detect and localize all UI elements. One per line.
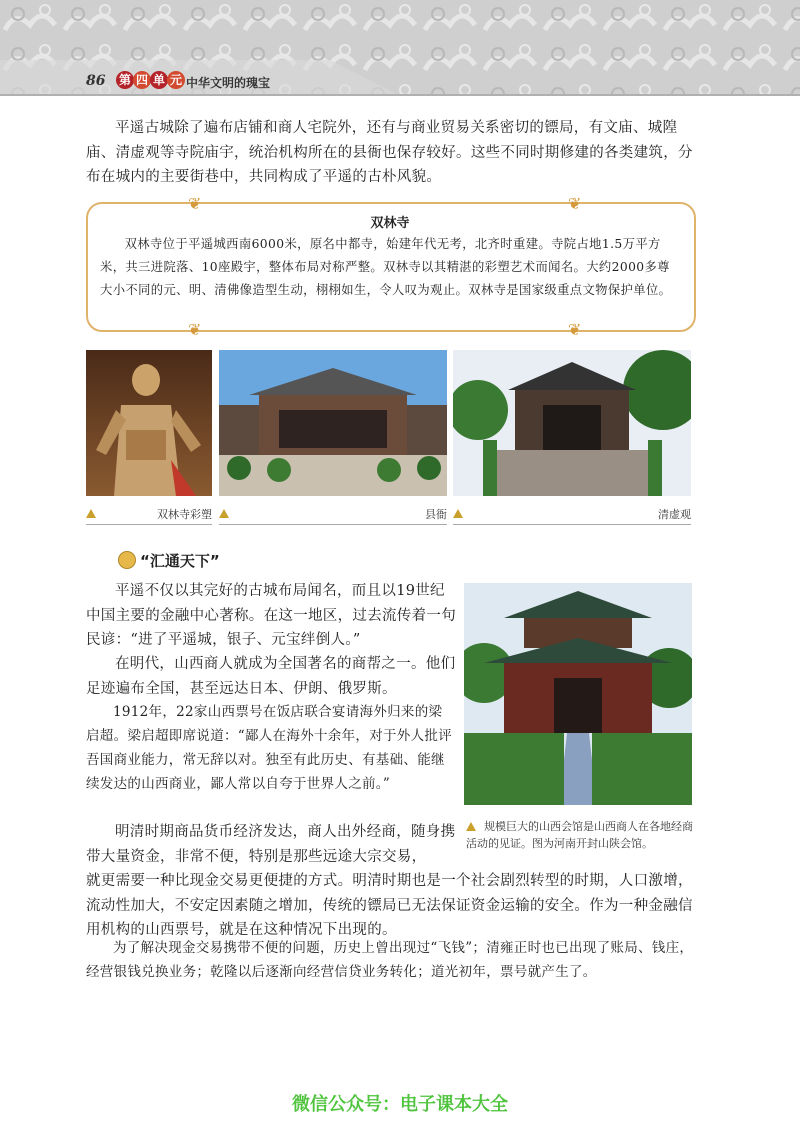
photo-shanxi-guild-hall <box>464 583 692 805</box>
page-header <box>0 0 800 96</box>
unit-char-3: 单 <box>150 71 168 89</box>
caption-shuanglin-statue <box>86 506 212 525</box>
ornament-icon: ❦ <box>568 194 582 213</box>
section-title: “汇通天下” <box>140 552 220 570</box>
ornament-icon: ❦ <box>568 320 582 339</box>
caption-text: 清虚观 <box>658 508 691 521</box>
sidebar-box-text: 双林寺位于平遥城西南6000米，原名中都寺，始建年代无考，北齐时重建。寺院占地1.5万平方米，共三进院落、10座殿宇，整体布局对称严整。双林寺以其精湛的彩塑艺术而闻名。大约2000多尊大小不同的元、明、清佛像造型生动，栩栩如生，令人叹为观止。双林寺是国家级重点文物保护单位。 <box>100 237 672 297</box>
unit-char-4: 元 <box>167 71 185 89</box>
section-medallion-icon <box>118 551 136 569</box>
section-paragraph-3: 1912年，22家山西票号在饭店联合宴请海外归来的梁启超。梁启超即席说道：“鄙人在海外十余年，对于外人批评吾国商业能力，常无辞以对。独至有此历史、有基础、能继续发达的山西商业，鄙人常以自夸于世界人之前。” <box>86 704 453 792</box>
section-paragraph-5: 为了解决现金交易携带不便的问题，历史上曾出现过“飞钱”；清雍正时也已出现了账局、钱庄，经营银钱兑换业务；乾隆以后逐渐向经营信贷业务转化；道光初年，票号就产生了。 <box>86 940 694 980</box>
caption-text: 县衙 <box>425 508 447 521</box>
intro-paragraph: 平遥古城除了遍布店铺和商人宅院外，还有与商业贸易关系密切的镖局，有文庙、城隍庙、清虚观等寺院庙宇，统治机构所在的县衙也保存较好。这些不同时期修建的各类建筑，分布在城内的主要街巷中，共同构成了平遥的古朴风貌。 <box>86 120 693 185</box>
guild-hall-caption: 规模巨大的山西会馆是山西商人在各地经商活动的见证。图为河南开封山陕会馆。 <box>466 820 693 850</box>
caption-triangle-icon <box>219 509 229 518</box>
section-paragraph-1: 平遥不仅以其完好的古城布局闻名，而且以19世纪中国主要的金融中心著称。在这一地区，过去流传着一句民谚：“进了平遥城，银子、元宝绊倒人。” <box>86 583 456 648</box>
sidebar-box-title: 双林寺 <box>370 216 410 231</box>
photo-qingxu-temple <box>453 350 691 496</box>
photo-county-yamen <box>219 350 447 496</box>
unit-char-1: 第 <box>116 71 134 89</box>
caption-county-yamen <box>219 506 447 525</box>
section-paragraph-2: 在明代，山西商人就成为全国著名的商帮之一。他们足迹遍布全国，甚至远达日本、伊朗、俄罗斯。 <box>86 656 456 697</box>
caption-qingxu-temple <box>453 506 691 525</box>
unit-char-2: 四 <box>133 71 151 89</box>
page-number: 86 <box>86 73 106 89</box>
caption-triangle-icon <box>453 509 463 518</box>
section-paragraph-4: 明清时期商品货币经济发达，商人出外经商，随身携带大量资金，非常不便，特别是那些远途大宗交易， <box>86 824 456 865</box>
ornament-icon: ❦ <box>188 194 202 213</box>
caption-triangle-icon <box>86 509 96 518</box>
unit-title: 中华文明的瑰宝 <box>186 76 271 90</box>
caption-text: 双林寺彩塑 <box>157 508 212 521</box>
watermark-text: 微信公众号：电子课本大全 <box>292 1094 508 1115</box>
section-paragraph-4-continued: 就更需要一种比现金交易更便捷的方式。明清时期也是一个社会剧烈转型的时期，人口激增，流动性加大，不安定因素随之增加，传统的镖局已无法保证资金运输的安全。作为一种金融信用机构的山西票号，就是在这种情况下出现的。 <box>86 873 693 938</box>
photo-shuanglin-statue <box>86 350 212 496</box>
ornament-icon: ❦ <box>188 320 202 339</box>
